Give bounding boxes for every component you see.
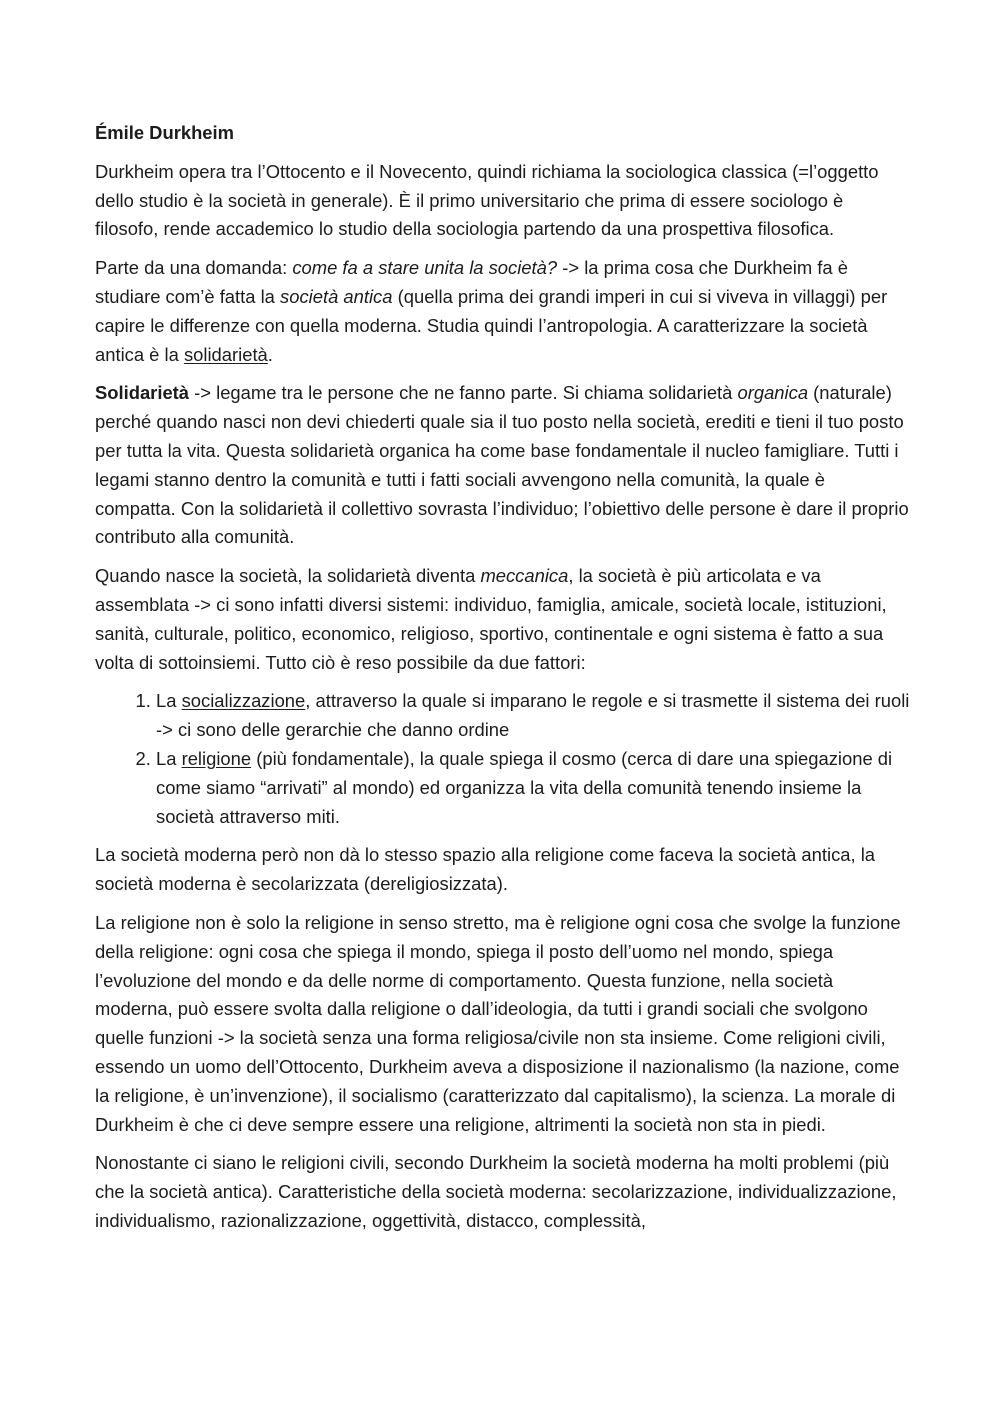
underlined-term: solidarietà [183, 343, 268, 365]
italic-term: società antica [280, 285, 393, 307]
underlined-term: religione [181, 747, 252, 769]
text-run: . [267, 343, 273, 365]
paragraph-secularization: La società moderna però non dà lo stesso spazio alla religione come faceva la società antica, la società moderna è secolarizzata (dereligiosizzata). [95, 844, 876, 895]
list-item [156, 745, 910, 831]
paragraph-modern-problems: Nonostante ci siano le religioni civili, secondo Durkheim la società moderna ha molti problemi (più che la società antica). Caratteristiche della società moderna: secolarizzazione, individualizzazione, individualismo, razionalizzazione, oggettività, distacco, complessità, [95, 1152, 897, 1231]
text-run: La [156, 690, 182, 712]
underlined-term: socializzazione [181, 690, 306, 712]
document-page [95, 119, 910, 1246]
list-item [156, 687, 910, 745]
text-run: , la società è più articolata e va assemblata -> ci sono infatti diversi sistemi: individuo, famiglia, amicale, società locale, istituzioni, sanità, culturale, politico, economico, religioso, sportivo, continentale e ogni sistema è fatto a sua volta di sottoinsiemi. Tutto ciò è reso possibile da due fattori: [95, 565, 887, 673]
text-run: -> legame tra le persone che ne fanno parte. Si chiama solidarietà [189, 382, 738, 404]
document-title: Émile Durkheim [95, 122, 234, 143]
text-run: (naturale) perché quando nasci non devi chiederti quale sia il tuo posto nella società, erediti e tieni il tuo posto per tutta la vita. Questa solidarietà organica ha come base fondamentale il nucleo famigliare. Tutti i legami stanno dentro la comunità e tutti i fatti sociali avvengono nella comunità, la quale è compatta. Con la solidarietà il collettivo sovrasta l’individuo; l’obiettivo delle persone è dare il proprio contributo alla comunità. [95, 382, 909, 548]
paragraph-civil-religion: La religione non è solo la religione in senso stretto, ma è religione ogni cosa che svolge la funzione della religione: ogni cosa che spiega il mondo, spiega il posto dell’uomo nel mondo, spiega l’evoluzione del mondo e da delle norme di comportamento. Questa funzione, nella società moderna, può essere svolta dalla religione o dall’ideologia, da tutti i grandi sociali che svolgono quelle funzioni -> la società senza una forma religiosa/civile non sta insieme. Come religioni civili, essendo un uomo dell’Ottocento, Durkheim aveva a disposizione il nazionalismo (la nazione, come la religione, è un’invenzione), il socialismo (caratterizzato dal capitalismo), la scienza. La morale di Durkheim è che ci deve sempre essere una religione, altrimenti la società non sta in piedi. [95, 911, 901, 1135]
italic-term: meccanica [480, 565, 569, 587]
text-run: (più fondamentale), la quale spiega il cosmo (cerca di dare una spiegazione di come siamo “arrivati” al mondo) ed organizza la vita della comunità tenendo insieme la società attraverso miti. [156, 747, 893, 827]
text-run: , attraverso la quale si imparano le regole e si trasmette il sistema dei ruoli -> ci sono delle gerarchie che danno ordine [156, 690, 910, 741]
bold-term: Solidarietà [95, 382, 190, 404]
italic-question: come fa a stare unita la società? [292, 257, 558, 279]
paragraph-intro: Durkheim opera tra l’Ottocento e il Novecento, quindi richiama la sociologica classica (=l’oggetto dello studio è la società in generale). È il primo universitario che prima di essere sociologo è filosofo, rende accademico lo studio della sociologia partendo da una prospettiva filosofica. [95, 160, 879, 240]
paragraph-question [95, 254, 910, 369]
text-run: La [156, 747, 182, 769]
factors-list [95, 687, 910, 831]
text-run: Parte da una domanda: [95, 257, 293, 279]
text-run: -> la prima cosa che Durkheim fa è studiare com’è fatta la [95, 257, 848, 307]
italic-term: organica [737, 382, 809, 404]
text-run: (quella prima dei grandi imperi in cui si viveva in villaggi) per capire le differenze con quella moderna. Studia quindi l’antropologia. A caratterizzare la società antica è la [95, 285, 888, 365]
paragraph-solidarity [95, 379, 910, 552]
text-run: Quando nasce la società, la solidarietà diventa [95, 565, 481, 587]
paragraph-modern-society [95, 562, 910, 677]
